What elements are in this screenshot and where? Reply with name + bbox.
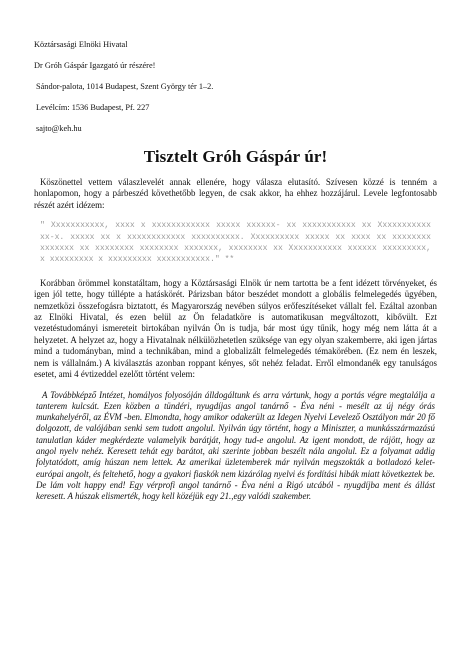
letter-title: Tisztelt Gróh Gáspár úr! [143,147,328,166]
address-block [34,40,437,134]
paragraph-story: A Továbbképző Intézet, homályos folyosóján álldogáltunk és arra vártunk, hogy a portás végre megtalálja a tanterem kulcsát. Ezen közben a tündéri, nyugdíjas angol tanárnő - Éva néni - mesélt az új négy órás munkahelyéről, az ÉVM -ben. Elmondta, hogy amikor odakerült az Idegen Nyelvi Levelező Osztályon már 20 fő dolgozott, de valójában senki sem tudott angolul. Nyilván úgy történt, hogy a Miniszter, a munkásszármazású tanulatlan káder megkérdezte valamelyik barátját, hogy tud-e angolul. Az igent mondott, de rájött, hogy az angol nyelv nehéz. Keresett tehát egy barátot, aki szerinte jobban beszélt nála angolul. Ez a folyamat addig folytatódott, amíg húszan nem lettek. Az amerikai üzletemberek már nyilván megszokták a botladozó kelet-európai angolt, és feltehető, hogy a gyakori fiaskók nem kizárólag nyelvi és fordítási hibák miatt következtek be. De lám volt happy end! Egy vérprofi angol tanárnő - Éva néni a Rigó utcából - nyugdíjba ment és állást keresett. A húszak elismerték, hogy kell közéjük egy 21.,egy valódi szakember. [36,389,435,502]
paragraph-main: Korábban örömmel konstatáltam, hogy a Köztársasági Elnök úr nem tartotta be a fent idézett törvényeket, és igen jól tette, hogy túllépte a hatáskörét. Párizsban bátor beszédet mondott a globális felmelegedés ügyében, nemzetközi összefogásra biztatott, és Magyarország nevében súlyos erőfeszítéseket vállalt fel. Ezáltal azonban az Elnöki Hivatal, és ezen belül az Ön feladatköre is automatikusan megváltozott, kibővült. Ezt vezetéstudományi ismereteit birtokában nyilván Ön is tudja, bár most úgy tűnik, hogy még nem látta át a helyzetet. A helyzet az, hogy a Hivatalnak nélkülözhetetlen szüksége van egy olyan szakemberre, aki igen jártas mind a tudományban, mind a technikában, mind a globalizált felmelegedés témakörében. (Ez nem én leszek, nem is vállalnám.) A kiválasztás azonban roppant kényes, sőt nehéz feladat. Erről elmondanék egy tanulságos esetet, ami 4 évtizeddel ezelőtt történt velem: [34,277,437,380]
addressee-street: Sándor-palota, 1014 Budapest, Szent György tér 1–2. [36,82,214,91]
addressee-postal: Levélcím: 1536 Budapest, Pf. 227 [36,103,150,112]
addressee-email: sajto@keh.hu [36,124,82,133]
paragraph-intro: Köszönettel vettem válaszlevelét annak ellenére, hogy válasza elutasító. Szívesen közzé is tenném a honlapomon, hogy a párbeszéd követhetőbb legyen, de csak akkor, ha ehhez hozzájárul. Levele legfontosabb részét azért idézem: [34,177,437,210]
addressee-office: Köztársasági Elnöki Hivatal [34,40,128,49]
redacted-quote: " Xxxxxxxxxxx, xxxx x xxxxxxxxxxxx xxxxx xxxxxx- xx xxxxxxxxxxx xx Xxxxxxxxxxx xx-x. xxxxx xx x xxxxxxxxxxxx xxxxxxxxxx. Xxxxxxxxxx xxxxx xx xxxx xx xxxxxxxx xxxxxxx xx xxxxxxxx xxxxxxxx xxxxxxx, xxxxxxxx xx Xxxxxxxxxxx xxxxxx xxxxxxxxx, x xxxxxxxxx x xxxxxxxxx xxxxxxxxxxx." ** [40,221,431,265]
addressee-name: Dr Gróh Gáspár Igazgató úr részére! [34,61,156,70]
letter-body [34,177,437,502]
